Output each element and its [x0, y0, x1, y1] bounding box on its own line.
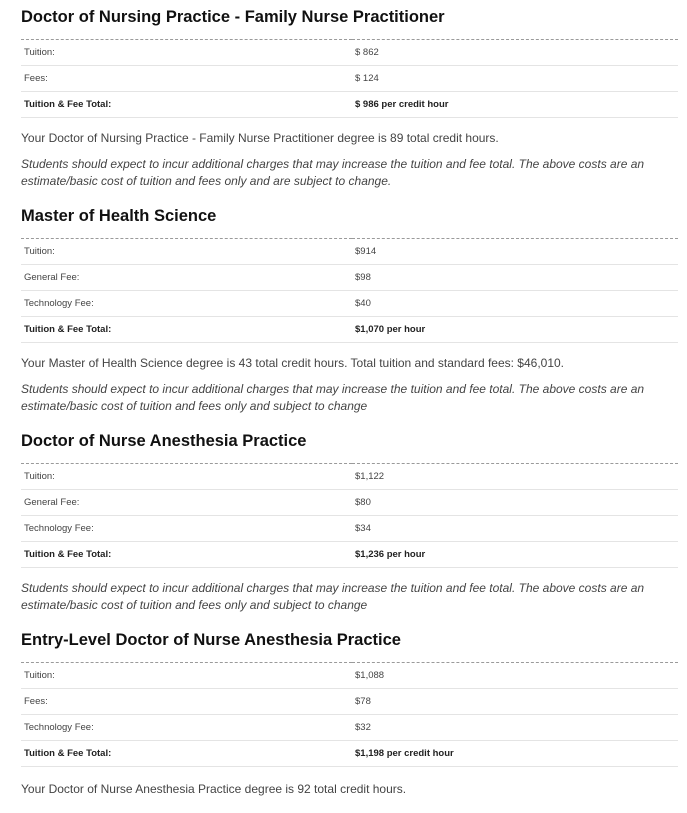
row-value: $98 [352, 265, 678, 291]
credit-hours-note: Your Doctor of Nursing Practice - Family Nurse Practitioner degree is 89 total credit hours. [21, 131, 499, 145]
row-value: $80 [352, 490, 678, 516]
row-label: Technology Fee: [21, 516, 352, 542]
table-row [21, 516, 678, 542]
row-value: $34 [352, 516, 678, 542]
row-value: $1,122 [352, 464, 678, 490]
table-row [21, 464, 678, 490]
table-row [21, 66, 678, 92]
row-value: $1,198 per credit hour [352, 741, 678, 767]
row-value: $1,088 [352, 663, 678, 689]
credit-hours-note: Your Doctor of Nurse Anesthesia Practice degree is 92 total credit hours. [21, 782, 407, 796]
fee-table [21, 662, 678, 767]
table-row [21, 291, 678, 317]
row-label: Tuition: [21, 40, 352, 66]
row-value: $914 [352, 239, 678, 265]
row-value: $ 862 [352, 40, 678, 66]
credit-hours-note: Your Master of Health Science degree is 43 total credit hours. Total tuition and standard fees: $46,010. [21, 356, 565, 370]
table-row [21, 265, 678, 291]
table-row [21, 40, 678, 66]
total-row [21, 741, 678, 767]
row-label: Tuition: [21, 464, 352, 490]
section-title: Doctor of Nursing Practice - Family Nurse Practitioner [21, 8, 445, 26]
row-label: Fees: [21, 66, 352, 92]
row-label: General Fee: [21, 490, 352, 516]
row-label: General Fee: [21, 265, 352, 291]
row-label: Tuition & Fee Total: [21, 741, 352, 767]
disclaimer-text: Students should expect to incur additional charges that may increase the tuition and fee total. The above costs are an estimate/basic cost of tuition and fees only and subject to change [21, 581, 645, 612]
total-row [21, 542, 678, 568]
disclaimer-text: Students should expect to incur additional charges that may increase the tuition and fee total. The above costs are an estimate/basic cost of tuition and fees only and subject to change [21, 382, 645, 413]
program-section-dnp-fnp [21, 0, 678, 190]
fee-table [21, 39, 678, 118]
row-value: $ 124 [352, 66, 678, 92]
total-row [21, 317, 678, 343]
program-section-mhs [21, 190, 678, 415]
fee-table [21, 238, 678, 343]
total-row [21, 92, 678, 118]
table-row [21, 715, 678, 741]
section-title: Entry-Level Doctor of Nurse Anesthesia Practice [21, 631, 401, 649]
table-row [21, 663, 678, 689]
row-value: $40 [352, 291, 678, 317]
row-value: $32 [352, 715, 678, 741]
row-label: Technology Fee: [21, 715, 352, 741]
row-value: $1,070 per hour [352, 317, 678, 343]
row-label: Fees: [21, 689, 352, 715]
table-row [21, 689, 678, 715]
program-section-dnap [21, 415, 678, 614]
row-label: Tuition: [21, 239, 352, 265]
table-row [21, 490, 678, 516]
disclaimer-text: Students should expect to incur additional charges that may increase the tuition and fee total. The above costs are an estimate/basic cost of tuition and fees only and are subject to change. [21, 157, 645, 188]
program-section-entry-dnap [21, 614, 678, 797]
row-label: Tuition & Fee Total: [21, 317, 352, 343]
row-label: Tuition & Fee Total: [21, 542, 352, 568]
section-title: Master of Health Science [21, 207, 217, 225]
row-label: Technology Fee: [21, 291, 352, 317]
row-value: $1,236 per hour [352, 542, 678, 568]
table-row [21, 239, 678, 265]
fee-table [21, 463, 678, 568]
section-title: Doctor of Nurse Anesthesia Practice [21, 432, 307, 450]
row-value: $ 986 per credit hour [352, 92, 678, 118]
row-label: Tuition: [21, 663, 352, 689]
row-label: Tuition & Fee Total: [21, 92, 352, 118]
row-value: $78 [352, 689, 678, 715]
